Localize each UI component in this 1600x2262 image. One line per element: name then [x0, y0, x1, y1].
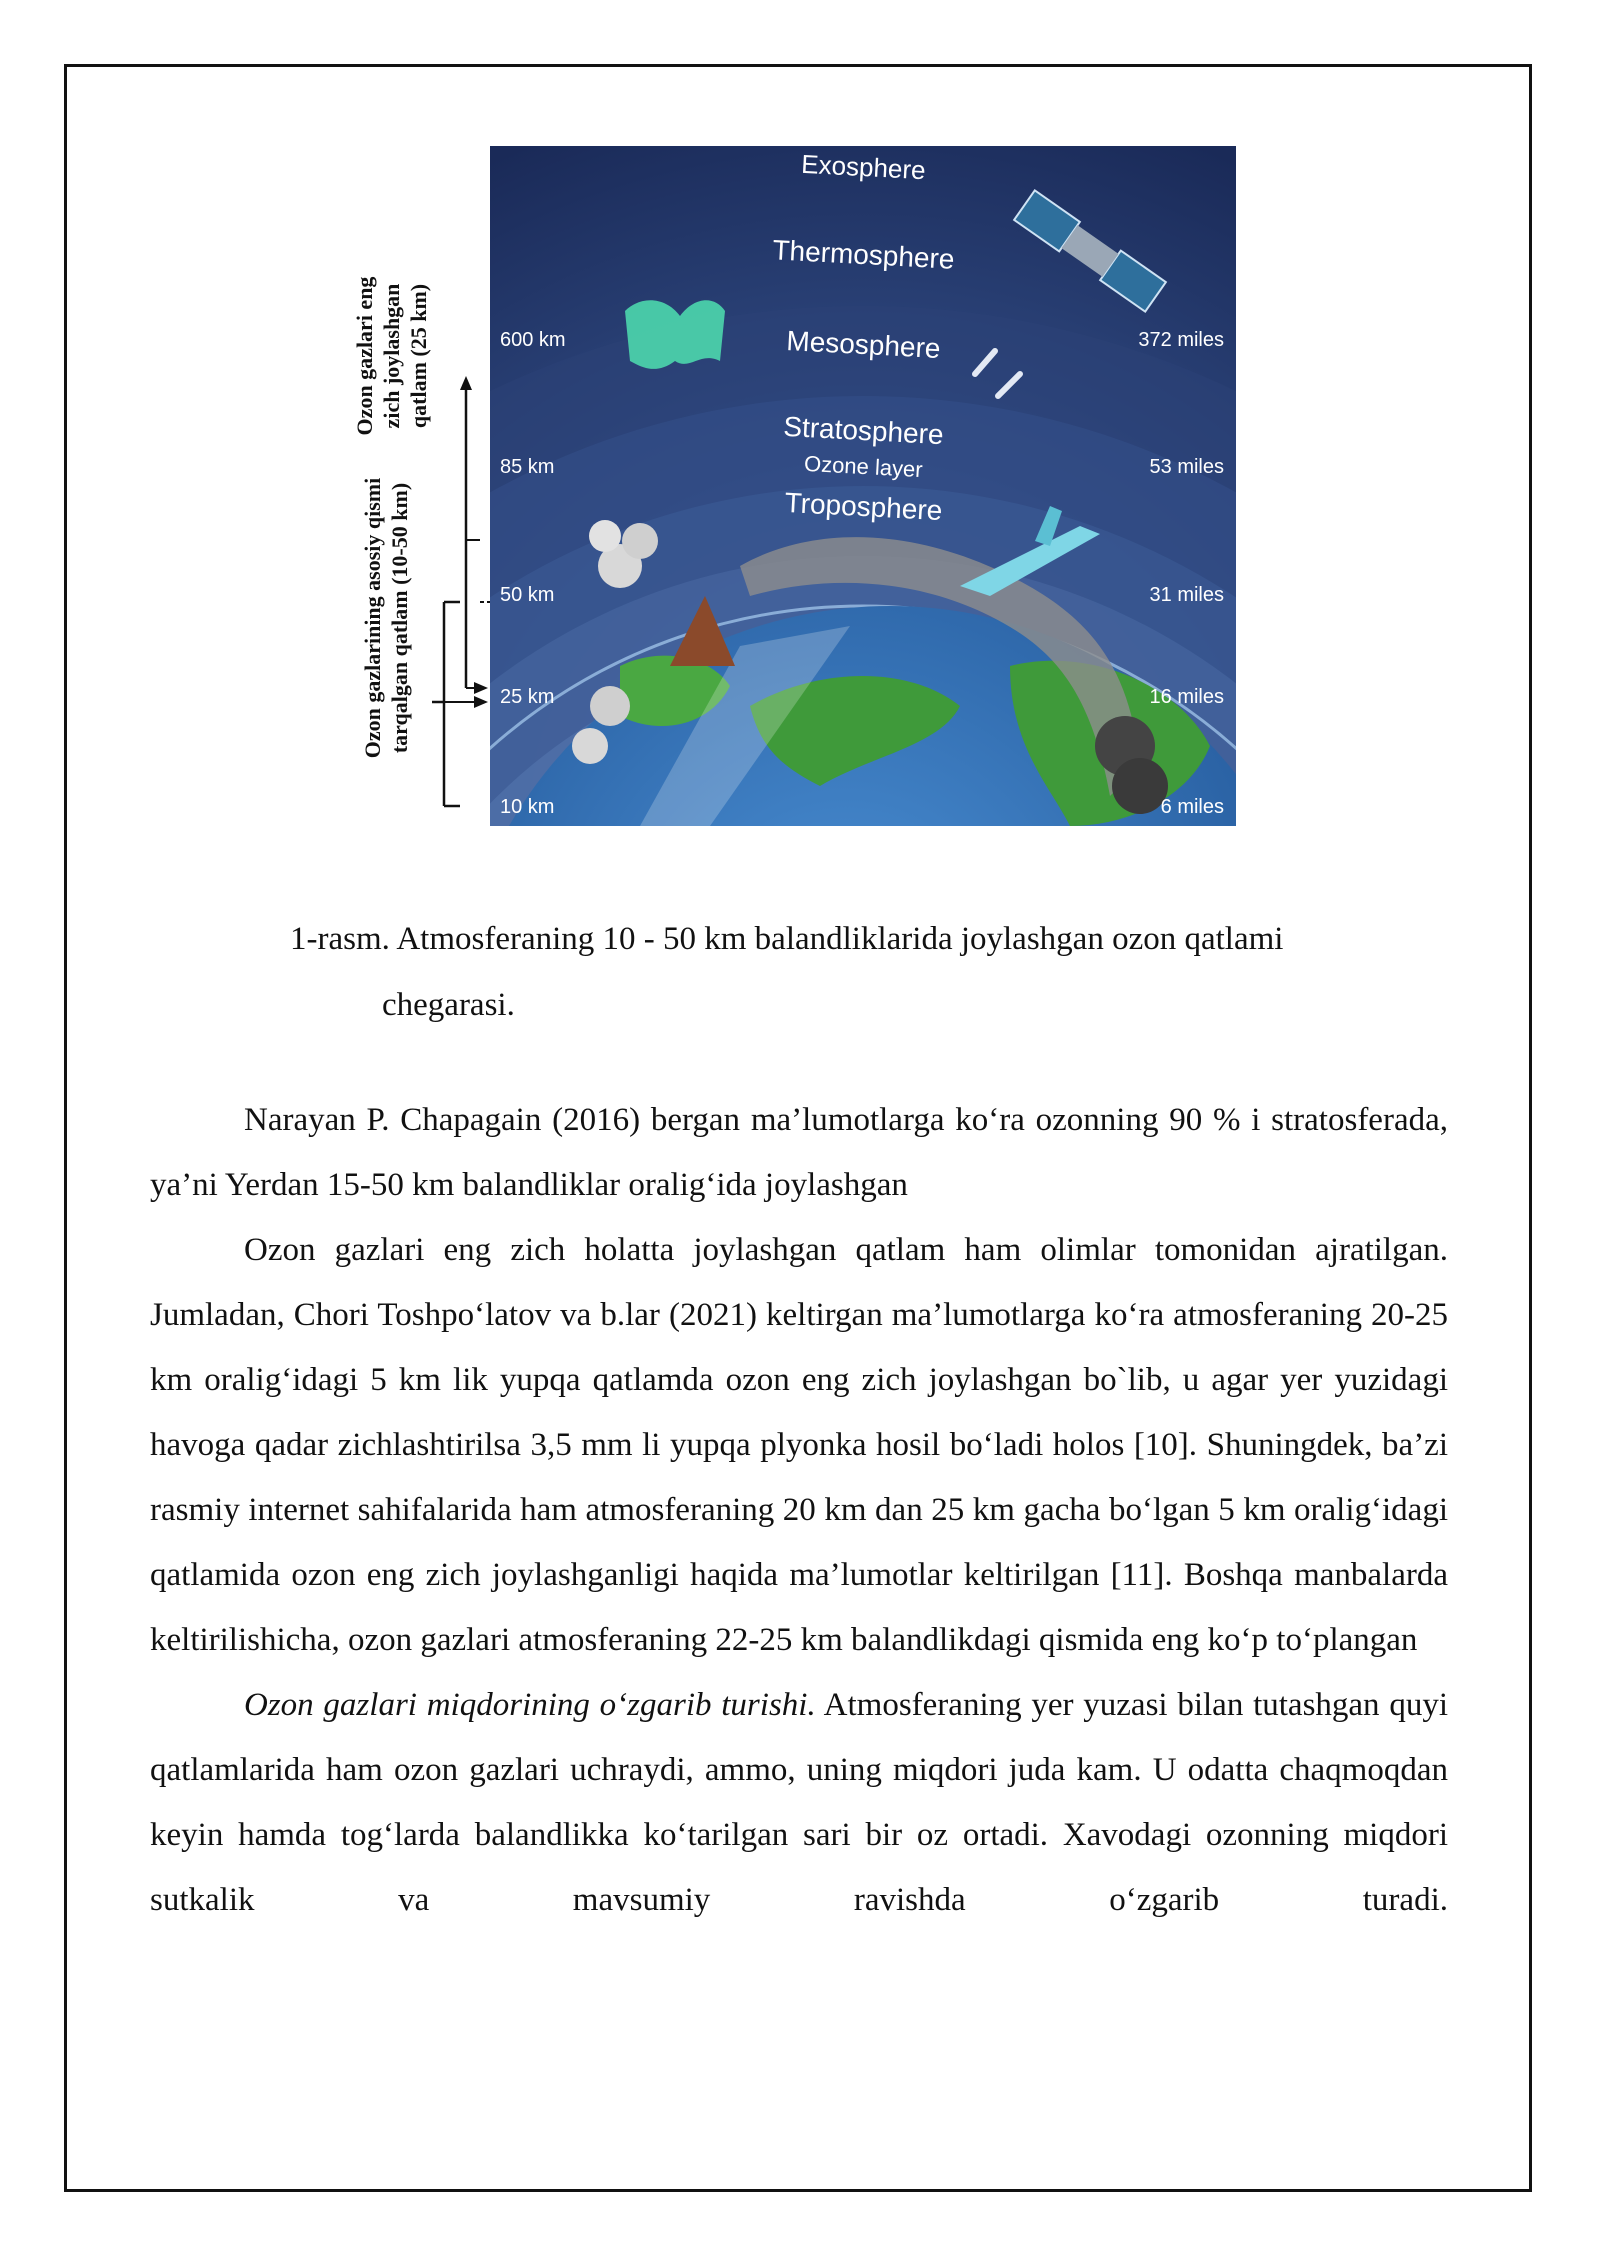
- caption-line2: chegarasi.: [382, 987, 515, 1023]
- paragraph-3: [150, 1673, 1448, 1933]
- side-label-top-line3: qatlam (25 km): [406, 283, 431, 429]
- alt-right-31mi: 31 miles: [1149, 584, 1224, 606]
- alt-right-16mi: 16 miles: [1149, 686, 1224, 708]
- paragraph-2: Ozon gazlari eng zich holatta joylashgan qatlam ham olimlar tomonidan ajratilgan. Jumladan, Chori Toshpo‘latov va b.lar (2021) keltirgan ma’lumotlarga ko‘ra atmosferaning 20-25 km oralig‘idagi 5 km lik yupqa qatlamda ozon eng zich joylashgan bo`lib, u agar yer yuzidagi havoga qadar zichlashtirilsa 3,5 mm li yupqa plyonka hosil bo‘ladi holos [10]. Shuningdek, ba’zi rasmiy internet sahifalarida ham atmosferaning 20 km dan 25 km gacha bo‘lgan 5 km oralig‘idagi qatlamida ozon eng zich joylashganligi haqida ma’lumotlar keltirilgan [11]. Boshqa manbalarda keltirilishicha, ozon gazlari atmosferaning 22-25 km balandlikdagi qismida eng ko‘p to‘plangan: [150, 1232, 1448, 1658]
- paragraph-1: Narayan P. Chapagain (2016) bergan ma’lumotlarga ko‘ra ozonning 90 % i stratosferada, ya’ni Yerdan 15-50 km balandliklar oralig‘ida joylashgan: [150, 1102, 1448, 1203]
- alt-left-600km: 600 km: [500, 329, 566, 351]
- layer-stratosphere: Stratosphere: [782, 410, 945, 451]
- alt-left-50km: 50 km: [500, 584, 555, 606]
- layer-mesosphere: Mesosphere: [785, 325, 942, 365]
- side-label-top-line2: zich joylashgan: [379, 283, 404, 429]
- layer-ozone: Ozone layer: [803, 450, 924, 483]
- alt-left-25km: 25 km: [500, 686, 555, 708]
- caption-line1: 1-rasm. Atmosferaning 10 - 50 km balandliklarida joylashgan ozon qatlami: [290, 921, 1284, 957]
- paragraph-3-rest: Atmosferaning yer yuzasi bilan tutashgan quyi qatlamlarida ham ozon gazlari uchraydi, ammo, uning miqdori juda kam. U odatta chaqmoqdan keyin hamda tog‘larda balandlikka ko‘tarilgan sari bir oz ortadi. Xavodagi ozonning miqdori sutkalik va mavsumiy ravishda o‘zgarib turadi.: [150, 1687, 1448, 1918]
- alt-right-53mi: 53 miles: [1149, 456, 1224, 478]
- alt-left-10km: 10 km: [500, 796, 555, 818]
- paragraph-3-lead: Ozon gazlari miqdorining o‘zgarib turishi.: [244, 1687, 816, 1723]
- side-label-ozone-range: [359, 448, 415, 788]
- alt-right-372mi: 372 miles: [1138, 329, 1224, 351]
- side-label-bottom-line1: Ozon gazlarining asosiy qismi: [360, 477, 385, 759]
- atmosphere-figure: [350, 140, 1250, 840]
- bracket-arrows: [410, 140, 500, 840]
- body-text: [150, 1088, 1448, 1933]
- layer-exosphere: Exosphere: [800, 148, 927, 186]
- alt-left-85km: 85 km: [500, 456, 555, 478]
- alt-right-6mi: 6 miles: [1160, 796, 1224, 818]
- figure-caption: [290, 906, 1450, 1038]
- side-label-top-line1: Ozon gazlari eng: [352, 276, 377, 436]
- atmosphere-illustration: [490, 146, 1236, 826]
- layer-thermosphere: Thermosphere: [771, 234, 956, 275]
- side-label-bottom-line2: tarqalgan qatlam (10-50 km): [387, 482, 412, 754]
- layer-troposphere: Troposphere: [783, 486, 944, 527]
